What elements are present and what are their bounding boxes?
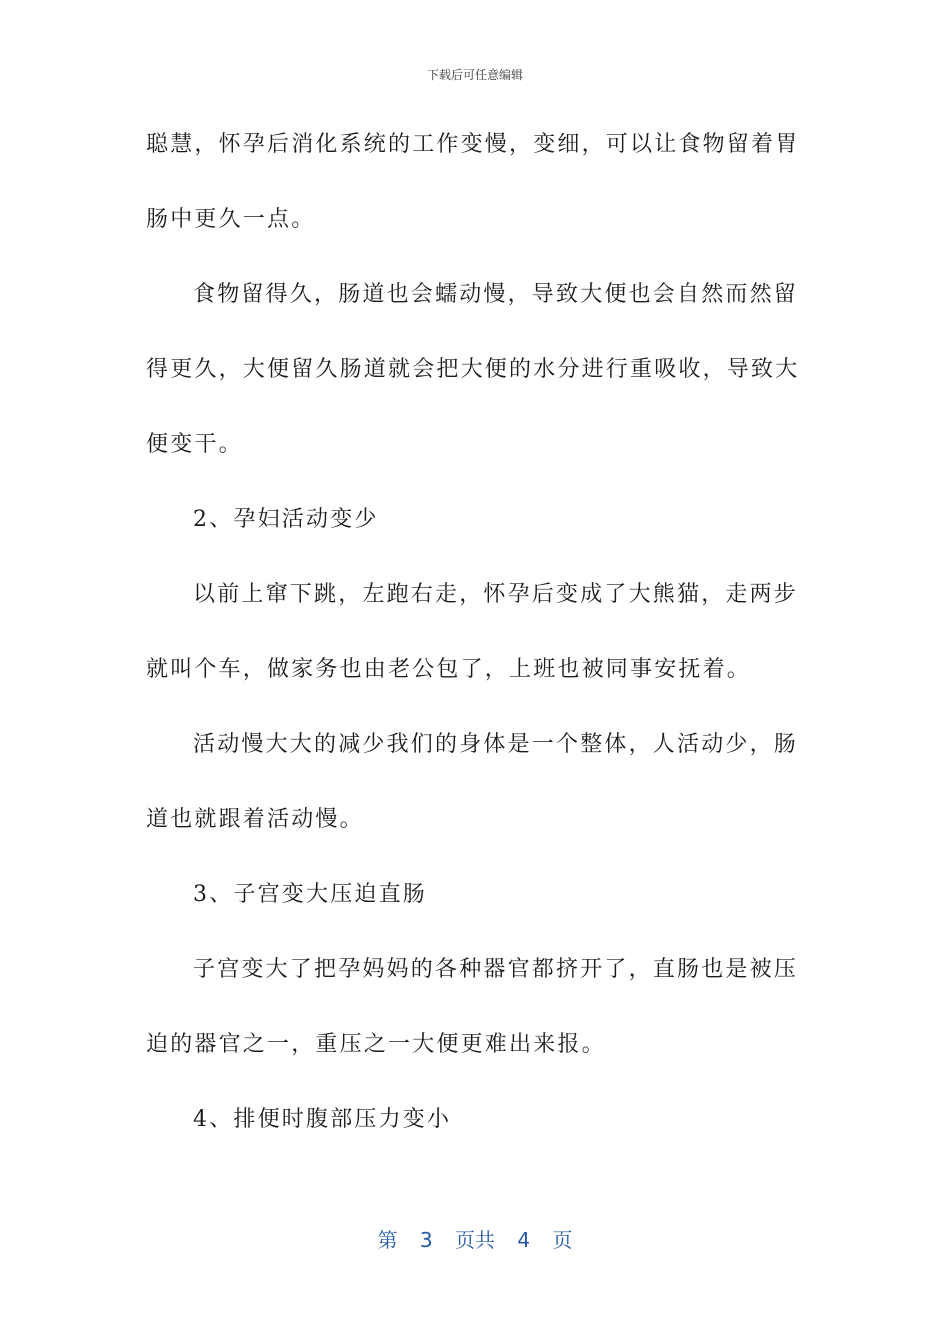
total-pages-number: 4 xyxy=(517,1228,531,1252)
footer-prefix: 第 xyxy=(377,1228,398,1252)
paragraph-line: 以前上窜下跳，左跑右走，怀孕后变成了大熊猫，走两步 xyxy=(193,582,799,607)
section-heading: 2、孕妇活动变少 xyxy=(193,507,379,532)
section-heading: 3、子宫变大压迫直肠 xyxy=(193,882,427,907)
page-footer xyxy=(0,1224,950,1253)
paragraph-line: 聪慧，怀孕后消化系统的工作变慢，变细，可以让食物留着胃 xyxy=(146,132,800,157)
paragraph-line: 道也就跟着活动慢。 xyxy=(146,807,364,832)
paragraph-line: 子宫变大了把孕妈妈的各种器官都挤开了，直肠也是被压 xyxy=(193,957,799,982)
current-page-number: 3 xyxy=(419,1228,433,1252)
header-note: 下载后可任意编辑 xyxy=(426,68,523,82)
paragraph-line: 就叫个车，做家务也由老公包了，上班也被同事安抚着。 xyxy=(146,657,752,682)
document-body xyxy=(146,120,806,1170)
paragraph-line: 得更久，大便留久肠道就会把大便的水分进行重吸收，导致大 xyxy=(146,357,800,382)
footer-middle: 页共 xyxy=(455,1228,495,1252)
paragraph-line: 肠中更久一点。 xyxy=(146,207,316,232)
paragraph-line: 活动慢大大的减少我们的身体是一个整体，人活动少，肠 xyxy=(193,732,799,757)
paragraph-line: 便变干。 xyxy=(146,432,243,457)
paragraph-line: 迫的器官之一，重压之一大便更难出来报。 xyxy=(146,1032,606,1057)
section-heading: 4、排便时腹部压力变小 xyxy=(193,1107,452,1132)
paragraph-line: 食物留得久，肠道也会蠕动慢，导致大便也会自然而然留 xyxy=(193,282,799,307)
footer-suffix: 页 xyxy=(552,1228,573,1252)
